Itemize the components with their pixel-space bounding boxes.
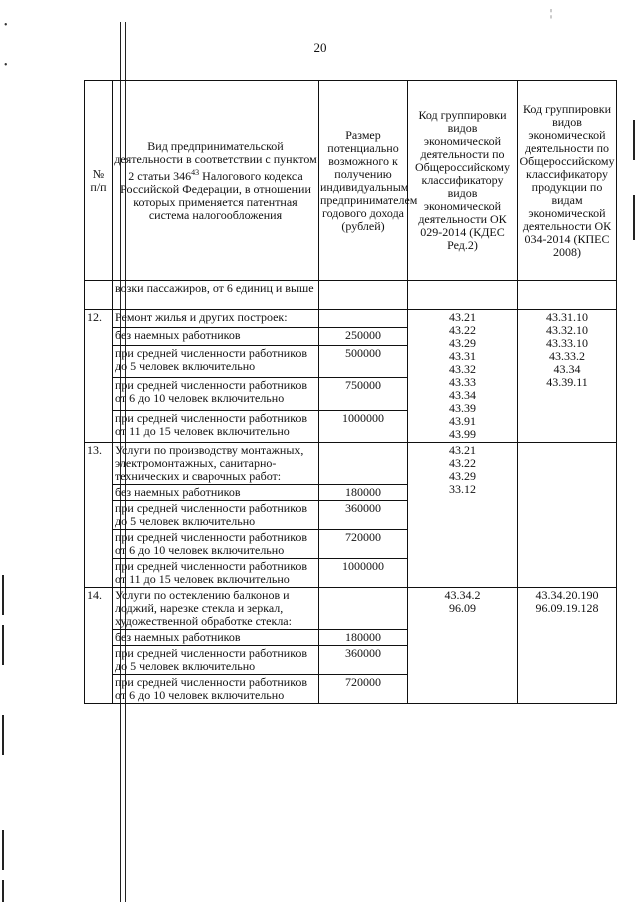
- row-income: 500000: [319, 345, 408, 377]
- row-label: при средней численности работников от 6 до 10 человек включительно: [113, 530, 319, 559]
- row-label: без наемных работников: [113, 485, 319, 501]
- scan-artifact-line: [2, 830, 4, 870]
- row-income: 1000000: [319, 410, 408, 442]
- okved-code: 43.33: [449, 375, 476, 389]
- row-income: 720000: [319, 675, 408, 704]
- patent-activities-table: [84, 80, 617, 704]
- section-okved-codes: [408, 588, 518, 704]
- continuation-income: [319, 281, 408, 310]
- okpd-code: 43.33.2: [549, 349, 585, 363]
- table-body: [85, 281, 617, 704]
- header-num-text: № п/п: [90, 166, 107, 194]
- section-title-row: [85, 310, 617, 328]
- okved-code: 43.34.2: [444, 588, 481, 602]
- okved-code: 96.09: [449, 601, 476, 615]
- okpd-code: 43.31.10: [546, 310, 588, 324]
- row-income: 250000: [319, 327, 408, 345]
- row-income: 180000: [319, 485, 408, 501]
- section-number: 12.: [85, 310, 113, 443]
- row-label: без наемных работников: [113, 327, 319, 345]
- row-label: при средней численности работников до 5 человек включительно: [113, 646, 319, 675]
- scan-artifact-line: [2, 625, 4, 665]
- header-activity: [113, 81, 319, 281]
- continuation-okved: [408, 281, 518, 310]
- section-okpd-codes: [518, 588, 617, 704]
- okved-code: 43.31: [449, 349, 476, 363]
- continuation-row: [85, 281, 617, 310]
- continuation-okpd: [518, 281, 617, 310]
- scan-artifact-line: [633, 195, 635, 240]
- row-income: 180000: [319, 630, 408, 646]
- section-number: 14.: [85, 588, 113, 704]
- okpd-code: 96.09.19.128: [535, 601, 599, 615]
- scan-dot: •: [4, 20, 8, 31]
- section-title: Услуги по производству монтажных, электромонтажных, санитарно-технических и сварочных работ:: [113, 443, 319, 485]
- section-title-income: [319, 588, 408, 630]
- header-income: [319, 81, 418, 281]
- okved-code: 43.39: [449, 401, 476, 415]
- continuation-num: [85, 281, 113, 310]
- header-activity-tail: Налогового кодекса Российской Федерации, в отношении которых применяется патентная система налогообложения: [120, 168, 311, 222]
- okved-code: 43.91: [449, 414, 476, 428]
- scan-artifact-line: [633, 120, 635, 160]
- section-title: Услуги по остеклению балконов и лоджий, нарезке стекла и зеркал, художественной обработке стекла:: [113, 588, 319, 630]
- section-title-row: [85, 443, 617, 485]
- row-label: без наемных работников: [113, 630, 319, 646]
- section-okpd-codes: [518, 443, 617, 588]
- header-okpd: [518, 81, 617, 281]
- row-income: 750000: [319, 378, 408, 410]
- okpd-code: 43.34: [553, 362, 581, 376]
- okved-code: 43.21: [449, 310, 476, 324]
- header-activity-sup: 43: [191, 167, 200, 177]
- okpd-code: 43.33.10: [546, 336, 588, 350]
- continuation-text: возки пассажиров, от 6 единиц и выше: [113, 281, 319, 310]
- header-num: [85, 81, 113, 281]
- page-number: 20: [313, 40, 327, 55]
- scan-artifact-line: [2, 715, 4, 755]
- section-title-row: [85, 588, 617, 630]
- okpd-code: 43.32.10: [546, 323, 588, 337]
- okpd-code: 43.34.20.190: [535, 588, 599, 602]
- section-title: Ремонт жилья и других построек:: [113, 310, 319, 328]
- okpd-code: 43.39.11: [546, 375, 588, 389]
- section-title-income: [319, 443, 408, 485]
- okved-code: 43.29: [449, 336, 476, 350]
- scan-artifact-line: [2, 575, 4, 615]
- row-income: 1000000: [319, 559, 408, 588]
- okved-code: 43.32: [449, 362, 476, 376]
- row-label: при средней численности работников от 11 до 15 человек включительно: [113, 559, 319, 588]
- row-label: при средней численности работников от 6 до 10 человек включительно: [113, 675, 319, 704]
- header-income-text: Размер потенциально возможного к получению индивидуальным предпринимателем годового дохода (рублей): [320, 127, 418, 233]
- okved-code: 33.12: [449, 482, 476, 496]
- row-label: при средней численности работников от 11 до 15 человек включительно: [113, 410, 319, 442]
- okved-code: 43.34: [449, 388, 476, 402]
- section-okved-codes: [408, 443, 518, 588]
- okved-code: 43.29: [449, 469, 476, 483]
- scan-dot: ¦: [550, 8, 553, 19]
- okved-code: 43.22: [449, 456, 476, 470]
- header-okved-text: Код группировки видов экономической деятельности по Общероссийскому классификатору видов экономической деятельности ОК 029-2014 (КДЕС Ред.2): [414, 108, 511, 252]
- scan-dot: •: [4, 60, 8, 71]
- row-label: при средней численности работников от 6 до 10 человек включительно: [113, 378, 319, 410]
- row-income: 360000: [319, 646, 408, 675]
- section-number: 13.: [85, 443, 113, 588]
- okved-code: 43.21: [449, 443, 476, 457]
- table-header-row: [85, 81, 617, 281]
- row-income: 360000: [319, 501, 408, 530]
- section-okpd-codes: [518, 310, 617, 443]
- header-activity-text: Вид предпринимательской деятельности в соответствии с пунктом 2 статьи 346: [114, 138, 317, 183]
- header-okved: [408, 81, 518, 281]
- okved-code: 43.22: [449, 323, 476, 337]
- okved-code: 43.99: [449, 427, 476, 441]
- section-title-income: [319, 310, 408, 328]
- section-okved-codes: [408, 310, 518, 443]
- row-label: при средней численности работников до 5 человек включительно: [113, 501, 319, 530]
- row-income: 720000: [319, 530, 408, 559]
- row-label: при средней численности работников до 5 человек включительно: [113, 345, 319, 377]
- scan-artifact-line: [2, 880, 4, 902]
- header-okpd-text: Код группировки видов экономической деятельности по Общероссийскому классификатору продукции по видам экономической деятельности ОК 034-2014 (КПЕС 2008): [519, 101, 615, 259]
